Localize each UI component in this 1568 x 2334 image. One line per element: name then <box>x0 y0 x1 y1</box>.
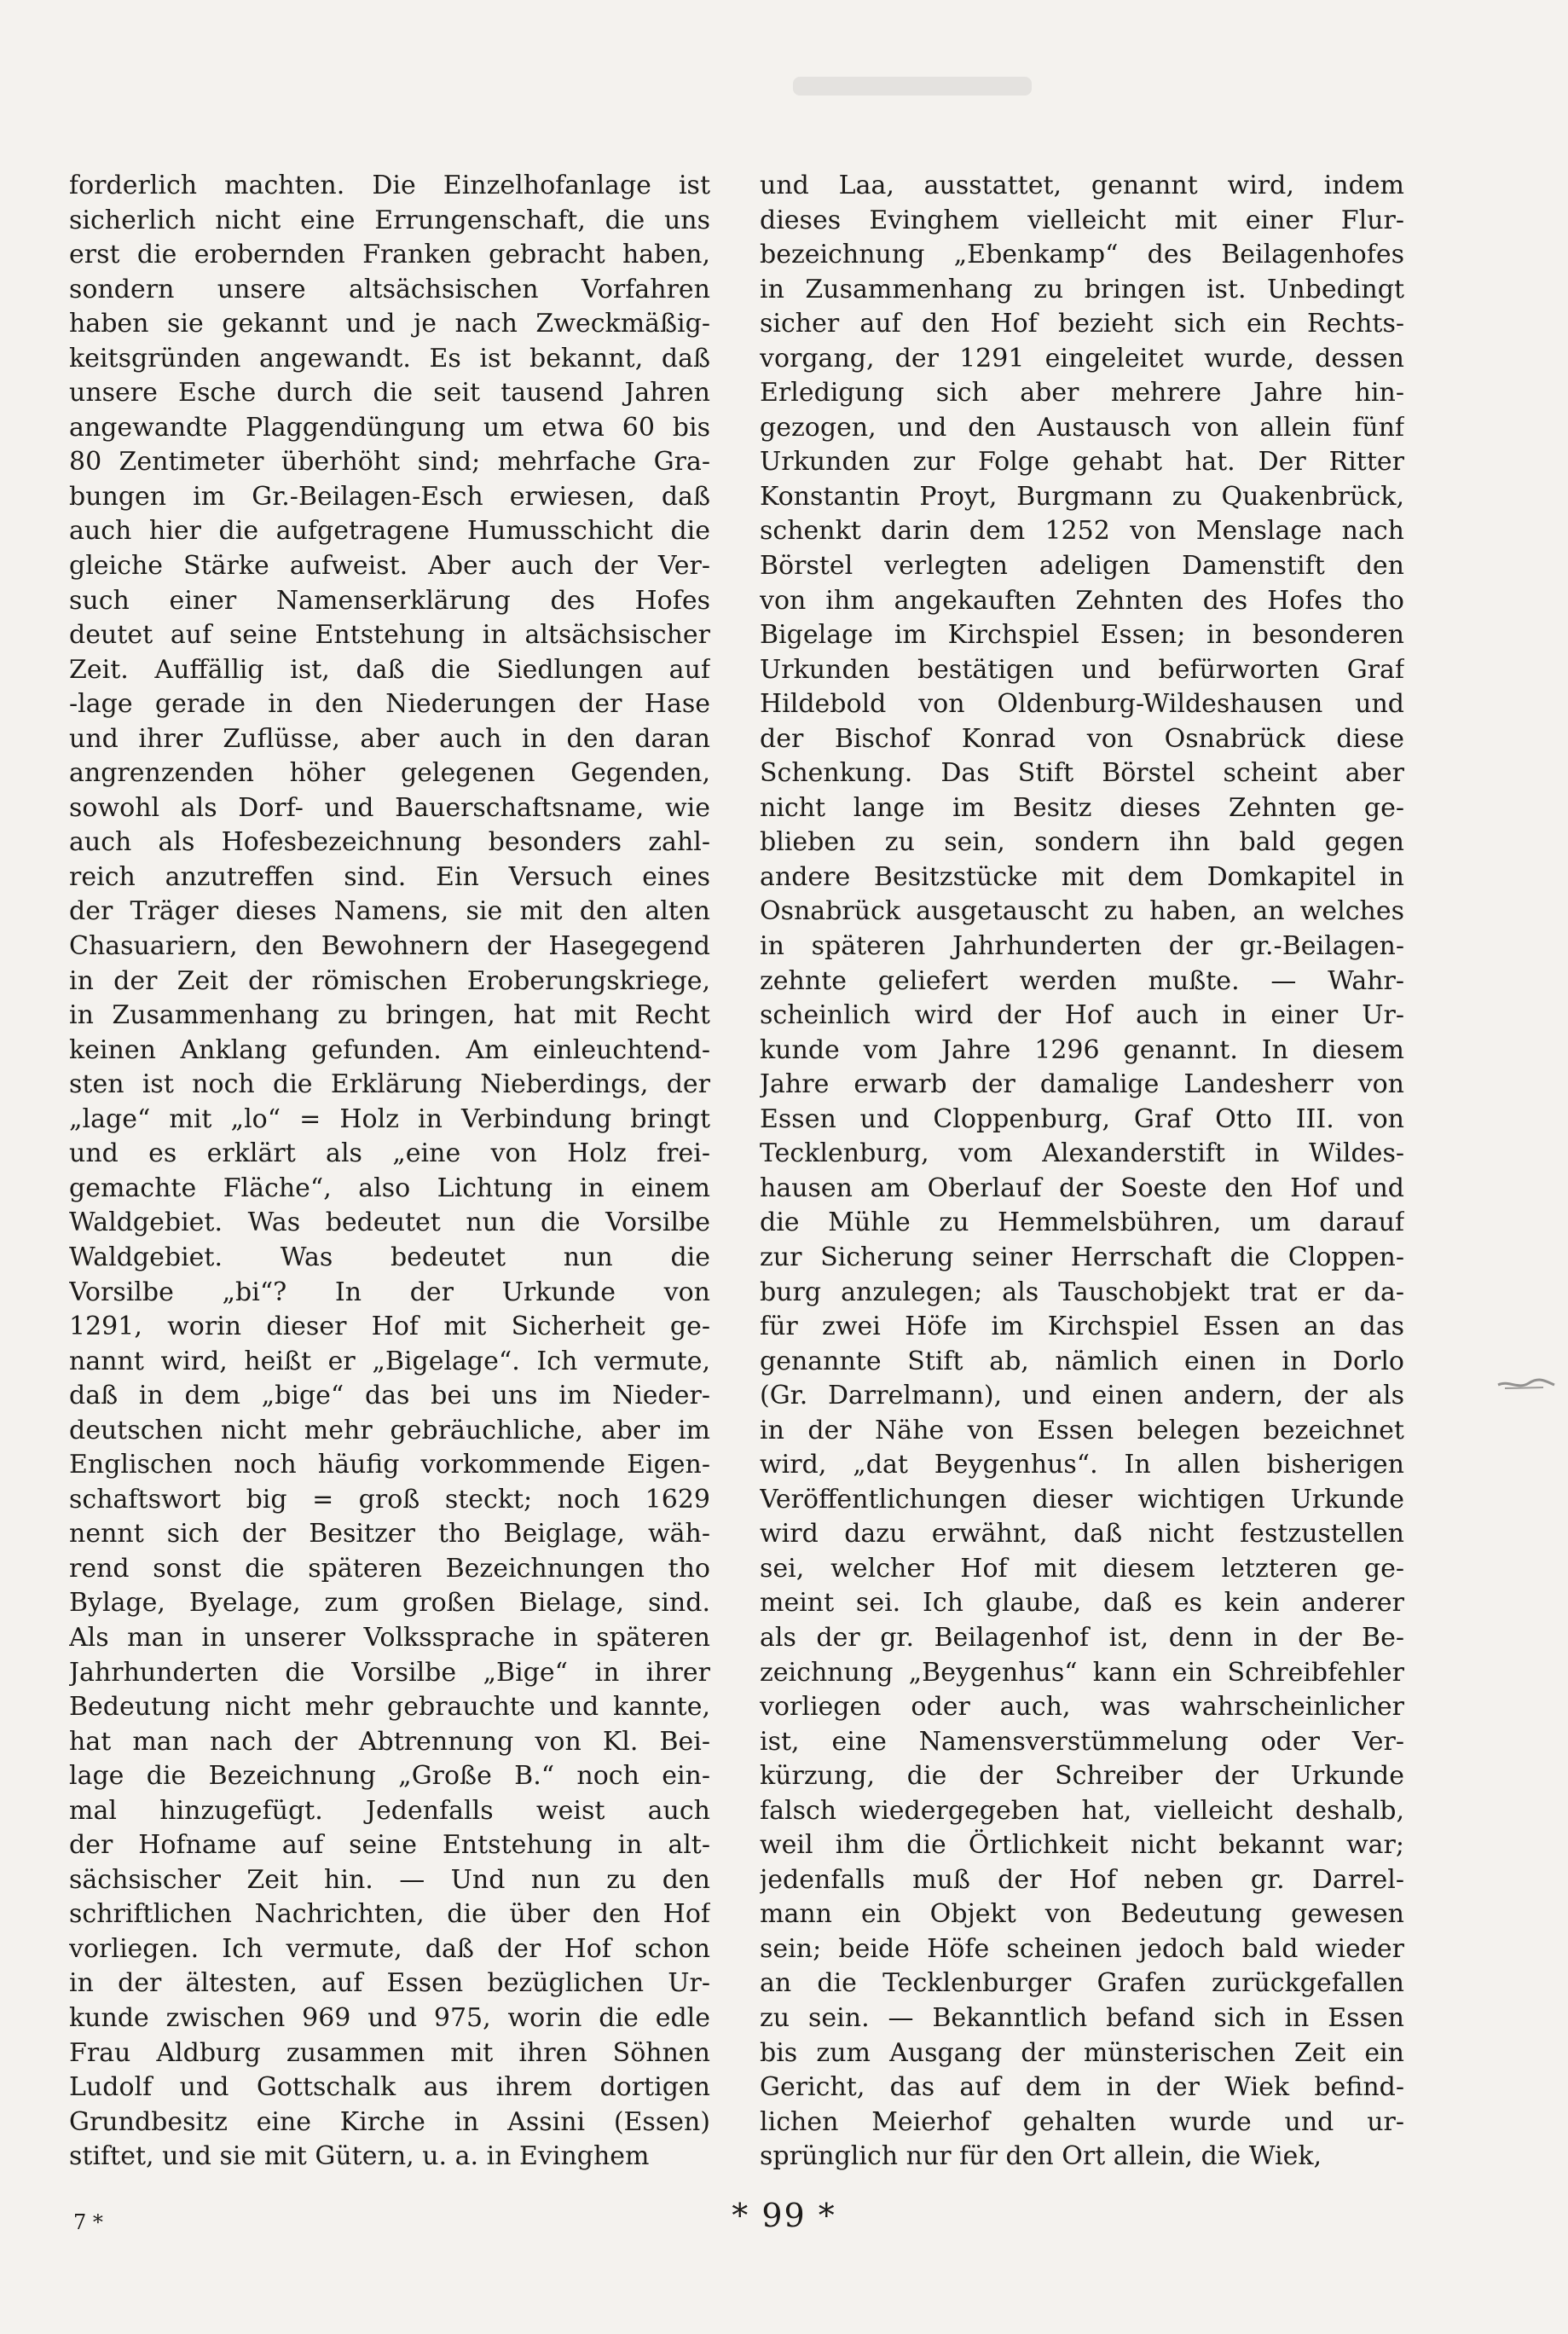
text-line: dieses Evinghem vielleicht mit einer Flur- <box>760 205 1404 235</box>
text-line: blieben zu sein, sondern ihn bald gegen <box>760 827 1404 858</box>
text-line: Ludolf und Gottschalk aus ihrem dortigen <box>69 2072 710 2103</box>
text-line: 1291, worin dieser Hof mit Sicherheit ge- <box>69 1312 710 1342</box>
text-line: vorliegen oder auch, was wahrscheinlicher <box>760 1692 1404 1723</box>
text-line: burg anzulegen; als Tauschobjekt trat er da- <box>760 1277 1404 1307</box>
text-line: Englischen noch häufig vorkommende Eigen- <box>69 1450 710 1480</box>
text-line: erst die erobernden Franken gebracht haben, <box>69 240 710 270</box>
text-line: nennt sich der Besitzer tho Beiglage, wäh- <box>69 1519 710 1549</box>
text-line: hat man nach der Abtrennung von Kl. Bei- <box>69 1726 710 1757</box>
text-line: vorgang, der 1291 eingeleitet wurde, dessen <box>760 343 1404 374</box>
text-line: Essen und Cloppenburg, Graf Otto III. von <box>760 1103 1404 1134</box>
text-line: weil ihm die Örtlichkeit nicht bekannt war; <box>760 1830 1404 1861</box>
text-line: in der ältesten, auf Essen bezüglichen Ur- <box>69 1968 710 1999</box>
text-line: Als man in unserer Volkssprache in späteren <box>69 1622 710 1653</box>
text-line: Bedeutung nicht mehr gebrauchte und kannte, <box>69 1692 710 1723</box>
page-number: * 99 * <box>732 2197 836 2234</box>
text-line: bungen im Gr.-Beilagen-Esch erwiesen, daß <box>69 481 710 512</box>
text-line: zehnte geliefert werden mußte. — Wahr- <box>760 965 1404 996</box>
right-text-column <box>760 169 1404 2175</box>
text-line: sowohl als Dorf- und Bauerschaftsname, wie <box>69 792 710 823</box>
text-line: kürzung, die der Schreiber der Urkunde <box>760 1761 1404 1792</box>
text-line: ist, eine Namensverstümmelung oder Ver- <box>760 1726 1404 1757</box>
text-line: von ihm angekauften Zehnten des Hofes tho <box>760 585 1404 616</box>
text-line: stiftet, und sie mit Gütern, u. a. in Evinghem <box>69 2141 650 2172</box>
text-line: für zwei Höfe im Kirchspiel Essen an das <box>760 1312 1404 1342</box>
text-line: gezogen, und den Austausch von allein fünf <box>760 412 1404 443</box>
text-line: und Laa, ausstattet, genannt wird, indem <box>760 171 1404 200</box>
text-line: deutet auf seine Entstehung in altsächsischer <box>69 620 710 651</box>
text-line: angrenzenden höher gelegenen Gegenden, <box>69 758 710 789</box>
text-line: sten ist noch die Erklärung Nieberdings, der <box>69 1069 710 1100</box>
bleed-through-mark <box>793 70 1032 104</box>
text-line: Tecklenburg, vom Alexanderstift in Wildes- <box>760 1138 1404 1169</box>
text-line: genannte Stift ab, nämlich einen in Dorlo <box>760 1346 1404 1376</box>
text-line: (Gr. Darrelmann), und einen andern, der als <box>760 1381 1404 1411</box>
text-line: sprünglich nur für den Ort allein, die Wiek, <box>760 2141 1322 2172</box>
text-line: nicht lange im Besitz dieses Zehnten ge- <box>760 792 1404 823</box>
text-line: mal hinzugefügt. Jedenfalls weist auch <box>69 1795 710 1826</box>
text-line: sei, welcher Hof mit diesem letzteren ge- <box>760 1553 1404 1584</box>
text-line: als der gr. Beilagenhof ist, denn in der Be- <box>760 1622 1404 1653</box>
text-line: jedenfalls muß der Hof neben gr. Darrel- <box>760 1864 1404 1895</box>
text-line: -lage gerade in den Niederungen der Hase <box>69 689 710 720</box>
text-line: rend sonst die späteren Bezeichnungen tho <box>69 1553 710 1584</box>
text-line: auch hier die aufgetragene Humusschicht die <box>69 516 710 547</box>
text-line: Zeit. Auffällig ist, daß die Siedlungen auf <box>69 654 710 685</box>
text-line: Waldgebiet. Was bedeutet nun die <box>69 1242 710 1272</box>
text-line: Jahre erwarb der damalige Landesherr von <box>760 1069 1404 1100</box>
text-line: der Hofname auf seine Entstehung in alt- <box>69 1830 710 1861</box>
text-line: keinen Anklang gefunden. Am einleuchtend- <box>69 1034 710 1065</box>
text-line: angewandte Plaggendüngung um etwa 60 bis <box>69 412 710 443</box>
text-line: hausen am Oberlauf der Soeste den Hof und <box>760 1173 1404 1203</box>
left-text-column <box>69 169 710 2175</box>
text-line: gleiche Stärke aufweist. Aber auch der Ver- <box>69 551 710 582</box>
text-line: forderlich machten. Die Einzelhofanlage ist <box>69 171 710 200</box>
text-line: Urkunden bestätigen und befürworten Graf <box>760 654 1404 685</box>
text-line: vorliegen. Ich vermute, daß der Hof schon <box>69 1933 710 1964</box>
text-line: sondern unsere altsächsischen Vorfahren <box>69 274 710 304</box>
text-line: Veröffentlichungen dieser wichtigen Urkunde <box>760 1484 1404 1514</box>
text-line: Urkunden zur Folge gehabt hat. Der Ritter <box>760 447 1404 478</box>
text-line: wird dazu erwähnt, daß nicht festzustellen <box>760 1519 1404 1549</box>
text-line: schenkt darin dem 1252 von Menslage nach <box>760 516 1404 547</box>
text-line: und es erklärt als „eine von Holz frei- <box>69 1138 710 1169</box>
text-line: die Mühle zu Hemmelsbühren, um darauf <box>760 1208 1404 1238</box>
text-line: mann ein Objekt von Bedeutung gewesen <box>760 1899 1404 1930</box>
text-line: gemachte Fläche“, also Lichtung in einem <box>69 1173 710 1203</box>
text-line: sicherlich nicht eine Errungenschaft, die uns <box>69 205 710 235</box>
text-line: Osnabrück ausgetauscht zu haben, an welches <box>760 896 1404 927</box>
text-line: lage die Bezeichnung „Große B.“ noch ein- <box>69 1761 710 1792</box>
text-line: scheinlich wird der Hof auch in einer Ur- <box>760 1000 1404 1031</box>
text-line: schriftlichen Nachrichten, die über den Hof <box>69 1899 710 1930</box>
text-line: meint sei. Ich glaube, daß es kein anderer <box>760 1588 1404 1619</box>
text-line: sein; beide Höfe scheinen jedoch bald wieder <box>760 1933 1404 1964</box>
text-line: Jahrhunderten die Vorsilbe „Bige“ in ihrer <box>69 1657 710 1688</box>
text-line: zu sein. — Bekanntlich befand sich in Essen <box>760 2002 1404 2033</box>
text-line: wird, „dat Beygenhus“. In allen bisherigen <box>760 1450 1404 1480</box>
text-line: kunde vom Jahre 1296 genannt. In diesem <box>760 1034 1404 1065</box>
text-line: Chasuariern, den Bewohnern der Hasegegend <box>69 931 710 962</box>
text-line: in Zusammenhang zu bringen ist. Unbedingt <box>760 274 1404 304</box>
text-line: lichen Meierhof gehalten wurde und ur- <box>760 2106 1404 2137</box>
text-line: der Bischof Konrad von Osnabrück diese <box>760 723 1404 754</box>
text-line: auch als Hofesbezeichnung besonders zahl- <box>69 827 710 858</box>
text-line: Bylage, Byelage, zum großen Bielage, sind. <box>69 1588 710 1619</box>
text-line: such einer Namenserklärung des Hofes <box>69 585 710 616</box>
text-line: an die Tecklenburger Grafen zurückgefallen <box>760 1968 1404 1999</box>
text-line: 80 Zentimeter überhöht sind; mehrfache Gra- <box>69 447 710 478</box>
text-line: nannt wird, heißt er „Bigelage“. Ich vermute, <box>69 1346 710 1376</box>
text-line: Waldgebiet. Was bedeutet nun die Vorsilbe <box>69 1208 710 1238</box>
text-line: deutschen nicht mehr gebräuchliche, aber im <box>69 1415 710 1445</box>
text-line: reich anzutreffen sind. Ein Versuch eines <box>69 861 710 892</box>
text-line: schaftswort big = groß steckt; noch 1629 <box>69 1484 710 1514</box>
text-line: daß in dem „bige“ das bei uns im Nieder- <box>69 1381 710 1411</box>
text-line: Gericht, das auf dem in der Wiek befind- <box>760 2072 1404 2103</box>
text-line: in der Zeit der römischen Eroberungskriege, <box>69 965 710 996</box>
text-line: und ihrer Zuflüsse, aber auch in den daran <box>69 723 710 754</box>
text-line: Konstantin Proyt, Burgmann zu Quakenbrück, <box>760 481 1404 512</box>
text-line: sächsischer Zeit hin. — Und nun zu den <box>69 1864 710 1895</box>
text-line: Erledigung sich aber mehrere Jahre hin- <box>760 378 1404 408</box>
text-line: zeichnung „Beygenhus“ kann ein Schreibfehler <box>760 1657 1404 1688</box>
text-line: bezeichnung „Ebenkamp“ des Beilagenhofes <box>760 240 1404 270</box>
text-line: andere Besitzstücke mit dem Domkapitel in <box>760 861 1404 892</box>
printer-signature-mark: 7 * <box>73 2210 103 2234</box>
text-line: der Träger dieses Namens, sie mit den alten <box>69 896 710 927</box>
text-line: Vorsilbe „bi“? In der Urkunde von <box>69 1277 710 1307</box>
text-line: Schenkung. Das Stift Börstel scheint aber <box>760 758 1404 789</box>
text-line: in Zusammenhang zu bringen, hat mit Recht <box>69 1000 710 1031</box>
text-line: sicher auf den Hof bezieht sich ein Rechts- <box>760 309 1404 339</box>
text-line: „lage“ mit „lo“ = Holz in Verbindung bringt <box>69 1103 710 1134</box>
margin-scribble-mark <box>1496 1375 1556 1393</box>
text-line: Hildebold von Oldenburg-Wildeshausen und <box>760 689 1404 720</box>
text-line: Börstel verlegten adeligen Damenstift den <box>760 551 1404 582</box>
text-line: keitsgründen angewandt. Es ist bekannt, daß <box>69 343 710 374</box>
text-line: haben sie gekannt und je nach Zweckmäßig- <box>69 309 710 339</box>
text-line: Bigelage im Kirchspiel Essen; in besonderen <box>760 620 1404 651</box>
text-line: Grundbesitz eine Kirche in Assini (Essen) <box>69 2106 710 2137</box>
text-line: zur Sicherung seiner Herrschaft die Cloppen- <box>760 1242 1404 1272</box>
text-line: Frau Aldburg zusammen mit ihren Söhnen <box>69 2037 710 2068</box>
text-line: unsere Esche durch die seit tausend Jahren <box>69 378 710 408</box>
text-line: in späteren Jahrhunderten der gr.-Beilagen- <box>760 931 1404 962</box>
text-line: falsch wiedergegeben hat, vielleicht deshalb, <box>760 1795 1404 1826</box>
text-line: bis zum Ausgang der münsterischen Zeit ein <box>760 2037 1404 2068</box>
text-line: in der Nähe von Essen belegen bezeichnet <box>760 1415 1404 1445</box>
text-line: kunde zwischen 969 und 975, worin die edle <box>69 2002 710 2033</box>
